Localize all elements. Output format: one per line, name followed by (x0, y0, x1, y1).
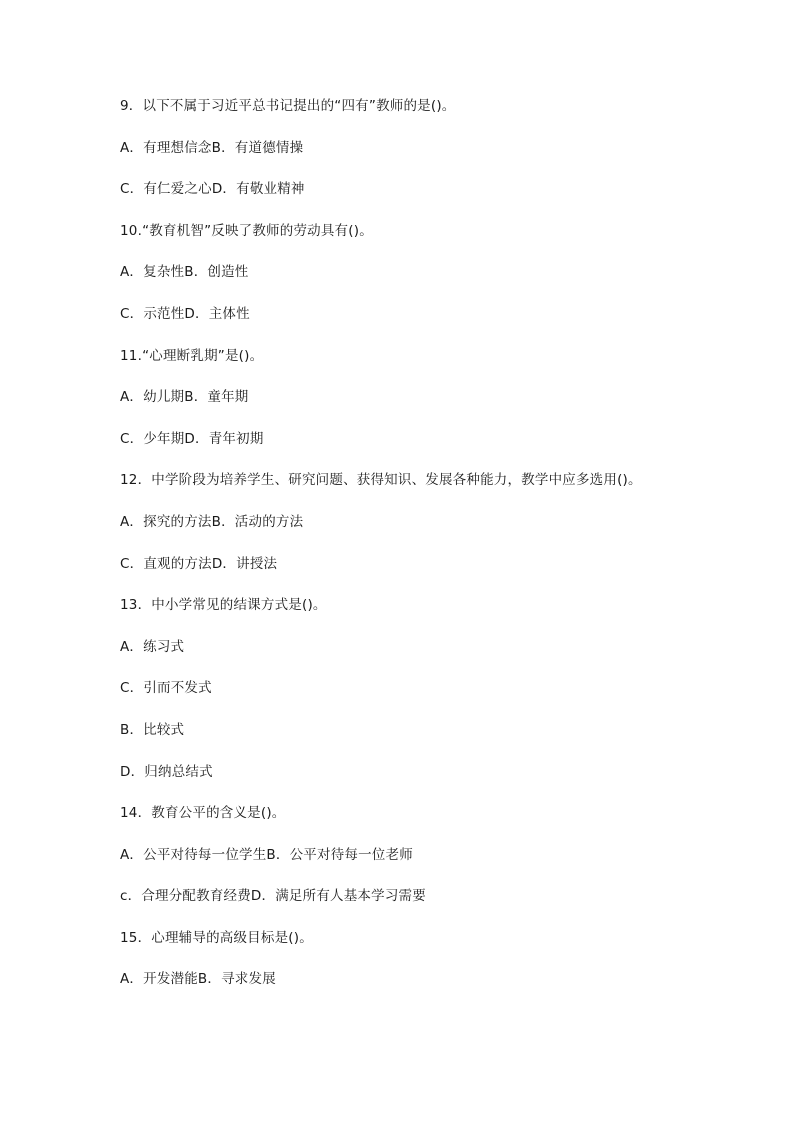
question-15: 15．心理辅导的高级目标是()。 (120, 929, 313, 946)
question-10-options-cd: C．示范性D．主体性 (120, 305, 250, 322)
question-14-options-ab: A．公平对待每一位学生B．公平对待每一位老师 (120, 846, 413, 863)
question-13-option-d: D．归纳总结式 (120, 763, 213, 780)
question-list (120, 96, 680, 1011)
question-11-options-ab: A．幼儿期B．童年期 (120, 389, 249, 406)
question-9-options-cd: C．有仁爱之心D．有敬业精神 (120, 181, 305, 198)
question-9: 9．以下不属于习近平总书记提出的“四有”教师的是()。 (120, 98, 456, 114)
question-10: 10.“教育机智”反映了教师的劳动具有()。 (120, 222, 373, 239)
question-11-options-cd: C．少年期D．青年初期 (120, 430, 264, 447)
question-14: 14．教育公平的含义是()。 (120, 805, 286, 822)
question-11: 11.“心理断乳期”是()。 (120, 347, 264, 364)
question-13: 13．中小学常见的结课方式是()。 (120, 597, 327, 614)
question-10-options-ab: A．复杂性B．创造性 (120, 264, 249, 281)
question-14-options-cd: c．合理分配教育经费D．满足所有人基本学习需要 (120, 888, 426, 905)
question-15-options-ab: A．开发潜能B．寻求发展 (120, 971, 276, 988)
question-9-options-ab: A．有理想信念B．有道德情操 (120, 139, 304, 156)
question-13-option-b: B．比较式 (120, 721, 185, 738)
question-13-option-a: A．练习式 (120, 638, 185, 655)
question-13-option-c: C．引而不发式 (120, 680, 212, 697)
question-12-options-cd: C．直观的方法D．讲授法 (120, 555, 278, 572)
question-12-options-ab: A．探究的方法B．活动的方法 (120, 513, 304, 530)
question-12: 12．中学阶段为培养学生、研究问题、获得知识、发展各种能力，教学中应多选用()。 (120, 472, 642, 489)
